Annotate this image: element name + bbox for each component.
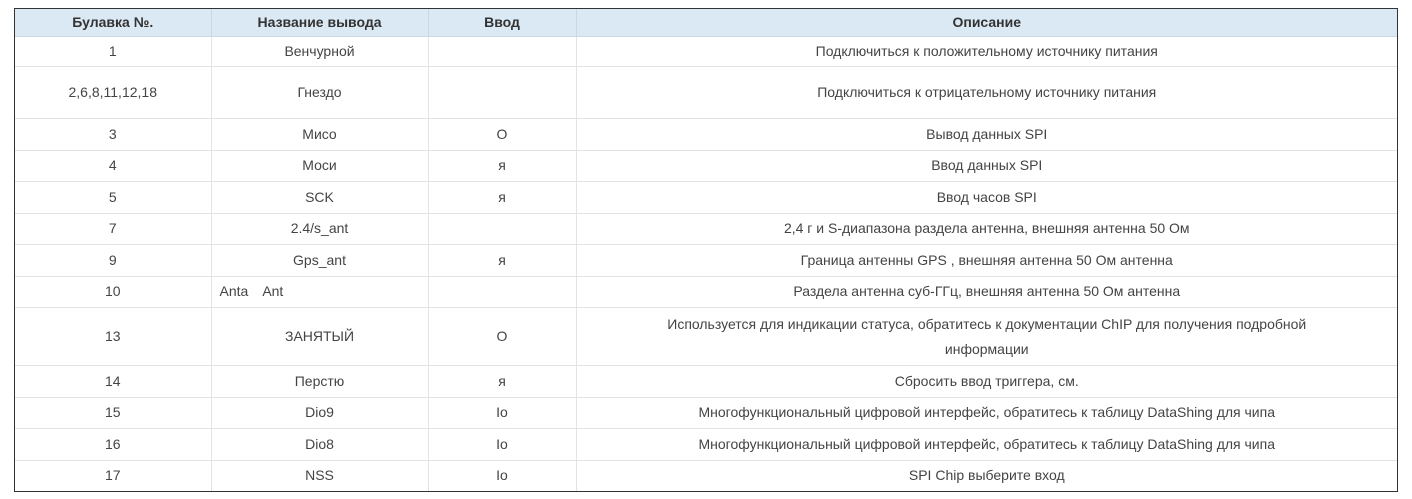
header-pin-number: Булавка №.: [15, 9, 211, 37]
header-io: Ввод: [428, 9, 576, 37]
cell-name: SCK: [211, 182, 428, 213]
table-header: [15, 9, 1397, 37]
cell-description: Сбросить ввод триггера, см.: [576, 366, 1397, 397]
cell-name-part-b: Ant: [262, 283, 284, 300]
cell-name: [211, 276, 428, 307]
cell-description: [576, 308, 1397, 366]
cell-io: я: [428, 150, 576, 181]
cell-description: Многофункциональный цифровой интерфейс, обратитесь к таблицу DataShing для чипа: [576, 397, 1397, 428]
table-row: [15, 429, 1397, 460]
cell-description: Ввод данных SPI: [576, 150, 1397, 181]
cell-name: Dio8: [211, 429, 428, 460]
cell-name: ЗАНЯТЫЙ: [211, 308, 428, 366]
table-row: [15, 460, 1397, 491]
cell-description: SPI Chip выберите вход: [908, 467, 1065, 484]
cell-pin: 2,6,8,11,12,18: [15, 67, 211, 119]
cell-pin: 13: [15, 308, 211, 366]
cell-name: NSS: [211, 460, 428, 491]
cell-name: Gps_ant: [211, 245, 428, 276]
cell-description-line-1: Используется для индикации статуса, обратитесь к документации ChIP для получения подробной: [667, 315, 1307, 332]
table-row: [15, 182, 1397, 213]
cell-description: Вывод данных SPI: [576, 119, 1397, 150]
header-row: [15, 9, 1397, 37]
cell-pin: 15: [15, 397, 211, 428]
header-pin-name: Название вывода: [211, 9, 428, 37]
cell-pin: 4: [15, 150, 211, 181]
cell-io: я: [428, 182, 576, 213]
cell-name: Моси: [211, 150, 428, 181]
cell-io: O: [428, 119, 576, 150]
cell-pin: 10: [15, 276, 211, 307]
table-row: [15, 366, 1397, 397]
cell-pin: 9: [15, 245, 211, 276]
cell-description: Многофункциональный цифровой интерфейс, обратитесь к таблицу DataShing для чипа: [576, 429, 1397, 460]
cell-name: Мисо: [211, 119, 428, 150]
table-row: [15, 276, 1397, 307]
cell-pin: 1: [15, 37, 211, 67]
cell-io: [428, 37, 576, 67]
cell-io: [428, 276, 576, 307]
cell-io: Io: [428, 429, 576, 460]
table-row: [15, 67, 1397, 119]
cell-name-part-a: Anta: [219, 283, 249, 300]
table-body: [15, 37, 1397, 492]
header-description: Описание: [576, 9, 1397, 37]
cell-io: O: [428, 308, 576, 366]
pin-table: [15, 9, 1397, 491]
cell-description: Граница антенны GPS , внешняя антенна 50 Ом антенна: [576, 245, 1397, 276]
table-row: [15, 119, 1397, 150]
table-row: [15, 37, 1397, 67]
cell-name: 2.4/s_ant: [211, 213, 428, 244]
cell-name: Гнездо: [211, 67, 428, 119]
table-row: [15, 308, 1397, 366]
cell-description: Подключиться к положительному источнику питания: [576, 37, 1397, 67]
cell-io: Io: [428, 460, 576, 491]
cell-pin: 14: [15, 366, 211, 397]
cell-io: [428, 213, 576, 244]
table-row: [15, 150, 1397, 181]
cell-pin: 5: [15, 182, 211, 213]
cell-name: Перстю: [211, 366, 428, 397]
cell-name: Dio9: [211, 397, 428, 428]
cell-description: Ввод часов SPI: [576, 182, 1397, 213]
cell-description: Раздела антенна суб-ГГц, внешняя антенна 50 Ом антенна: [576, 276, 1397, 307]
cell-description: Подключиться к отрицательному источнику питания: [576, 67, 1397, 119]
table-row: [15, 245, 1397, 276]
cell-pin: 17: [15, 460, 211, 491]
cell-io: я: [428, 245, 576, 276]
table-row: [15, 397, 1397, 428]
cell-pin: 7: [15, 213, 211, 244]
cell-pin: 3: [15, 119, 211, 150]
cell-name: Венчурной: [211, 37, 428, 67]
cell-description-line-2: информации: [944, 340, 1029, 357]
cell-description: 2,4 г и S-диапазона раздела антенна, внешняя антенна 50 Ом: [576, 213, 1397, 244]
cell-pin: 16: [15, 429, 211, 460]
cell-io: Io: [428, 397, 576, 428]
cell-io: [428, 67, 576, 119]
table-row: [15, 213, 1397, 244]
cell-io: я: [428, 366, 576, 397]
pin-table-container: [14, 8, 1398, 492]
